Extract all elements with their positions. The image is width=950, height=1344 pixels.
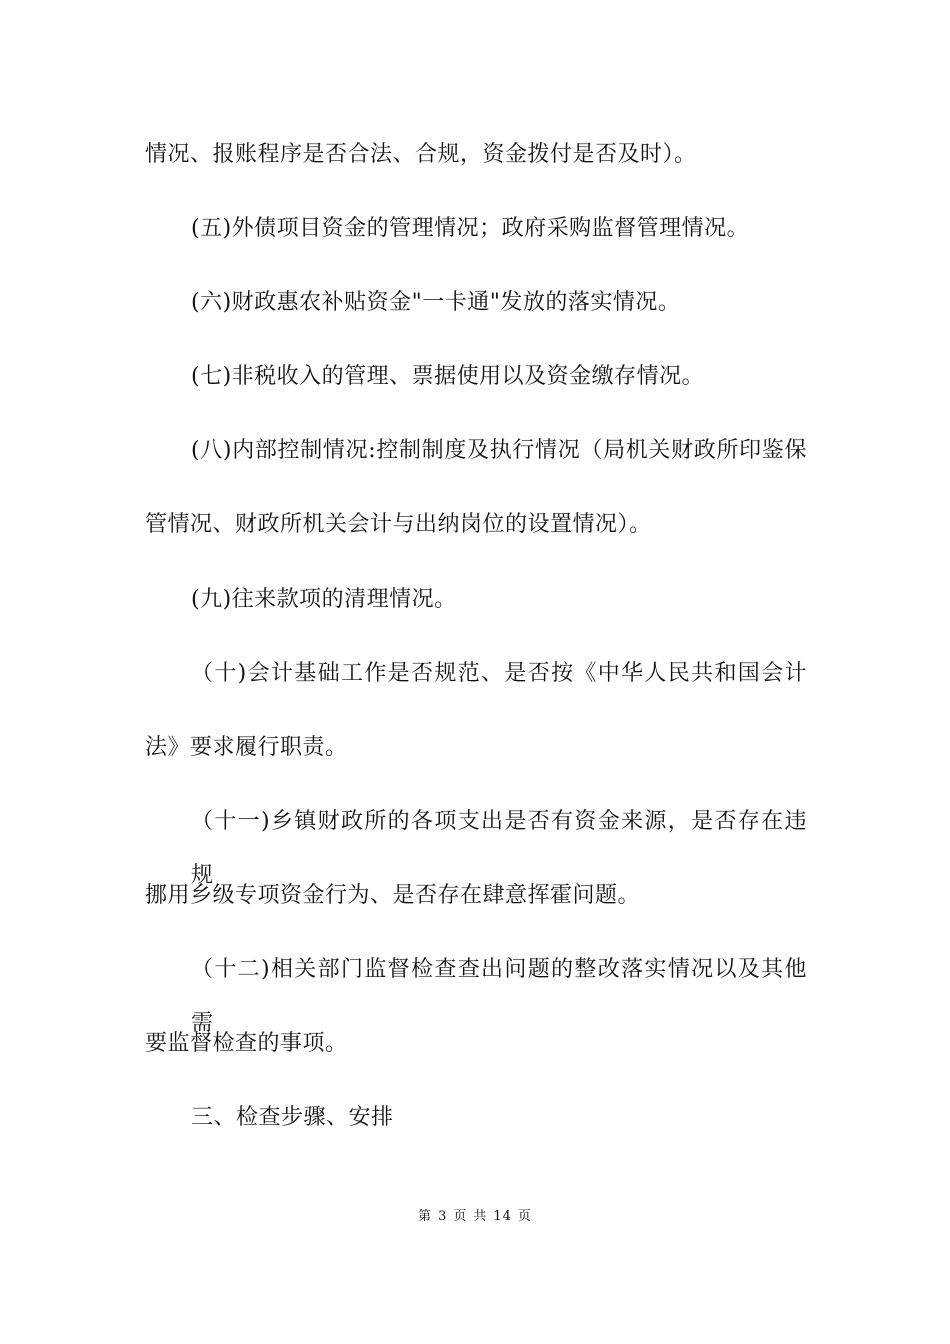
paragraph-line: （十一)乡镇财政所的各项支出是否有资金来源，是否存在违规 <box>191 808 807 888</box>
paragraph-line: (六)财政惠农补贴资金"一卡通"发放的落实情况。 <box>191 290 681 316</box>
footer-suffix: 页 <box>517 1209 532 1224</box>
paragraph-line: (七)非税收入的管理、票据使用以及资金缴存情况。 <box>191 364 705 390</box>
page-footer <box>0 1207 950 1227</box>
paragraph-line: (五)外债项目资金的管理情况；政府采购监督管理情况。 <box>191 216 750 242</box>
footer-prefix: 第 <box>418 1209 433 1224</box>
footer-current-page: 3 <box>438 1209 448 1224</box>
paragraph-line: 情况、报账程序是否合法、合规，资金拨付是否及时）。 <box>145 142 697 167</box>
paragraph-line: 管情况、财政所机关会计与出纳岗位的设置情况）。 <box>145 512 652 538</box>
footer-total-pages: 14 <box>493 1209 512 1224</box>
paragraph-line: （十二)相关部门监督检查查出问题的整改落实情况以及其他需 <box>191 957 807 1037</box>
paragraph-line: 要监督检查的事项。 <box>145 1031 348 1057</box>
footer-page-word: 页 <box>453 1209 468 1224</box>
document-body <box>145 128 807 1165</box>
paragraph-line: 法》要求履行职责。 <box>145 734 348 760</box>
paragraph-line: (九)往来款项的清理情况。 <box>191 586 457 612</box>
paragraph-line: 挪用乡级专项资金行为、是否存在肆意挥霍问题。 <box>145 882 641 908</box>
footer-total-word: 共 <box>473 1209 488 1224</box>
paragraph-line: （十)会计基础工作是否规范、是否按《中华人民共和国会计 <box>191 660 807 686</box>
section-heading: 三、检查步骤、安排 <box>191 1105 394 1131</box>
paragraph-line: (八)内部控制情况:控制制度及执行情况（局机关财政所印鉴保 <box>191 438 807 464</box>
